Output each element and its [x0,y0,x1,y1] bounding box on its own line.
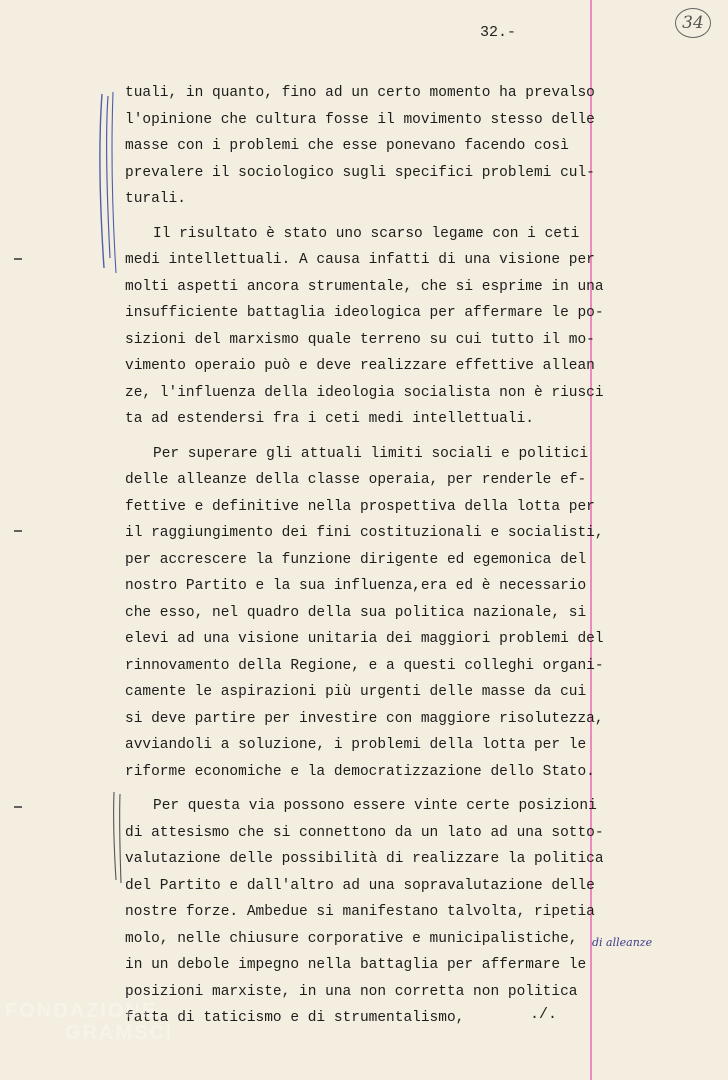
text-line: molti aspetti ancora strumentale, che si esprime in una [125,278,604,295]
paragraph-4 [125,793,615,1032]
text-line: elevi ad una visione unitaria dei maggiori problemi del [125,631,604,647]
text-line: tuali, in quanto, fino ad un certo momento ha prevalso [125,85,595,101]
text-line: si deve partire per investire con maggiore risolutezza, [125,710,604,727]
text-line: che esso, nel quadro della sua politica nazionale, si [125,604,587,621]
paragraph-1 [125,80,615,213]
text-line: ta ad estendersi fra i ceti medi intellettuali. [125,411,534,427]
text-line: masse con i problemi che esse ponevano facendo così [125,138,569,154]
text-line: posizioni marxiste, in una non corretta non politica [125,983,578,1000]
watermark-line-2: GRAMSCI [65,1022,174,1044]
text-line: prevalere il sociologico sugli specifici problemi cul- [125,164,595,181]
text-line: insufficiente battaglia ideologica per affermare le po- [125,305,604,321]
text-line: Il risultato è stato uno scarso legame con i ceti [153,225,580,242]
text-line: per accrescere la funzione dirigente ed egemonica del [125,551,587,568]
body-text [125,80,615,1032]
margin-mark-top [92,88,122,278]
archive-stamp-number: 34 [675,8,711,38]
text-line: di attesismo che si connettono da un lato ad una sotto- [125,824,604,841]
margin-tick-1 [14,256,24,262]
text-line: l'opinione che cultura fosse il movimento stesso delle [125,111,595,128]
text-line: valutazione delle possibilità di realizzare la politica [125,851,604,867]
text-line: avviandoli a soluzione, i problemi della lotta per le [125,737,587,753]
text-line: riforme economiche e la democratizzazione dello Stato. [125,763,595,780]
text-line: Per superare gli attuali limiti sociali e politici [153,445,589,462]
margin-tick-2 [14,528,24,534]
text-line: del Partito e dall'altro ad una sopravalutazione delle [125,877,595,894]
text-line: fettive e definitive nella prospettiva della lotta per [125,498,595,515]
text-line: camente le aspirazioni più urgenti delle masse da cui [125,684,587,700]
archive-watermark [5,1000,173,1044]
text-line: molo, nelle chiusure corporative e municipalistiche, [125,930,578,947]
text-line: ze, l'influenza della ideologia socialista non è riusci [125,384,604,401]
page-number: 32.- [480,24,517,41]
text-line: fatta di taticismo e di strumentalismo, [125,1010,465,1026]
text-line: nostre forze. Ambedue si manifestano talvolta, ripetia [125,904,595,920]
paragraph-3 [125,441,615,786]
text-line: sizioni del marxismo quale terreno su cui tutto il mo- [125,331,595,348]
continuation-mark: ./. [530,1006,558,1023]
margin-tick-3 [14,804,24,810]
text-line: nostro Partito e la sua influenza,era ed è necessario [125,578,587,594]
text-line: turali. [125,191,186,207]
text-line: il raggiungimento dei fini costituzionali e socialisti, [125,525,604,541]
text-line: in un debole impegno nella battaglia per affermare le [125,957,587,973]
paragraph-2 [125,221,615,433]
watermark-line-1: FONDAZIONE [5,1000,158,1022]
text-line: medi intellettuali. A causa infatti di una visione per [125,252,595,268]
text-line: vimento operaio può e deve realizzare effettive allean [125,358,595,374]
text-line: delle alleanze della classe operaia, per renderle ef- [125,472,587,488]
text-line: Per questa via possono essere vinte certe posizioni [153,798,597,814]
handwritten-insert: di alleanze [592,936,653,949]
text-line: rinnovamento della Regione, e a questi colleghi organi- [125,657,604,674]
